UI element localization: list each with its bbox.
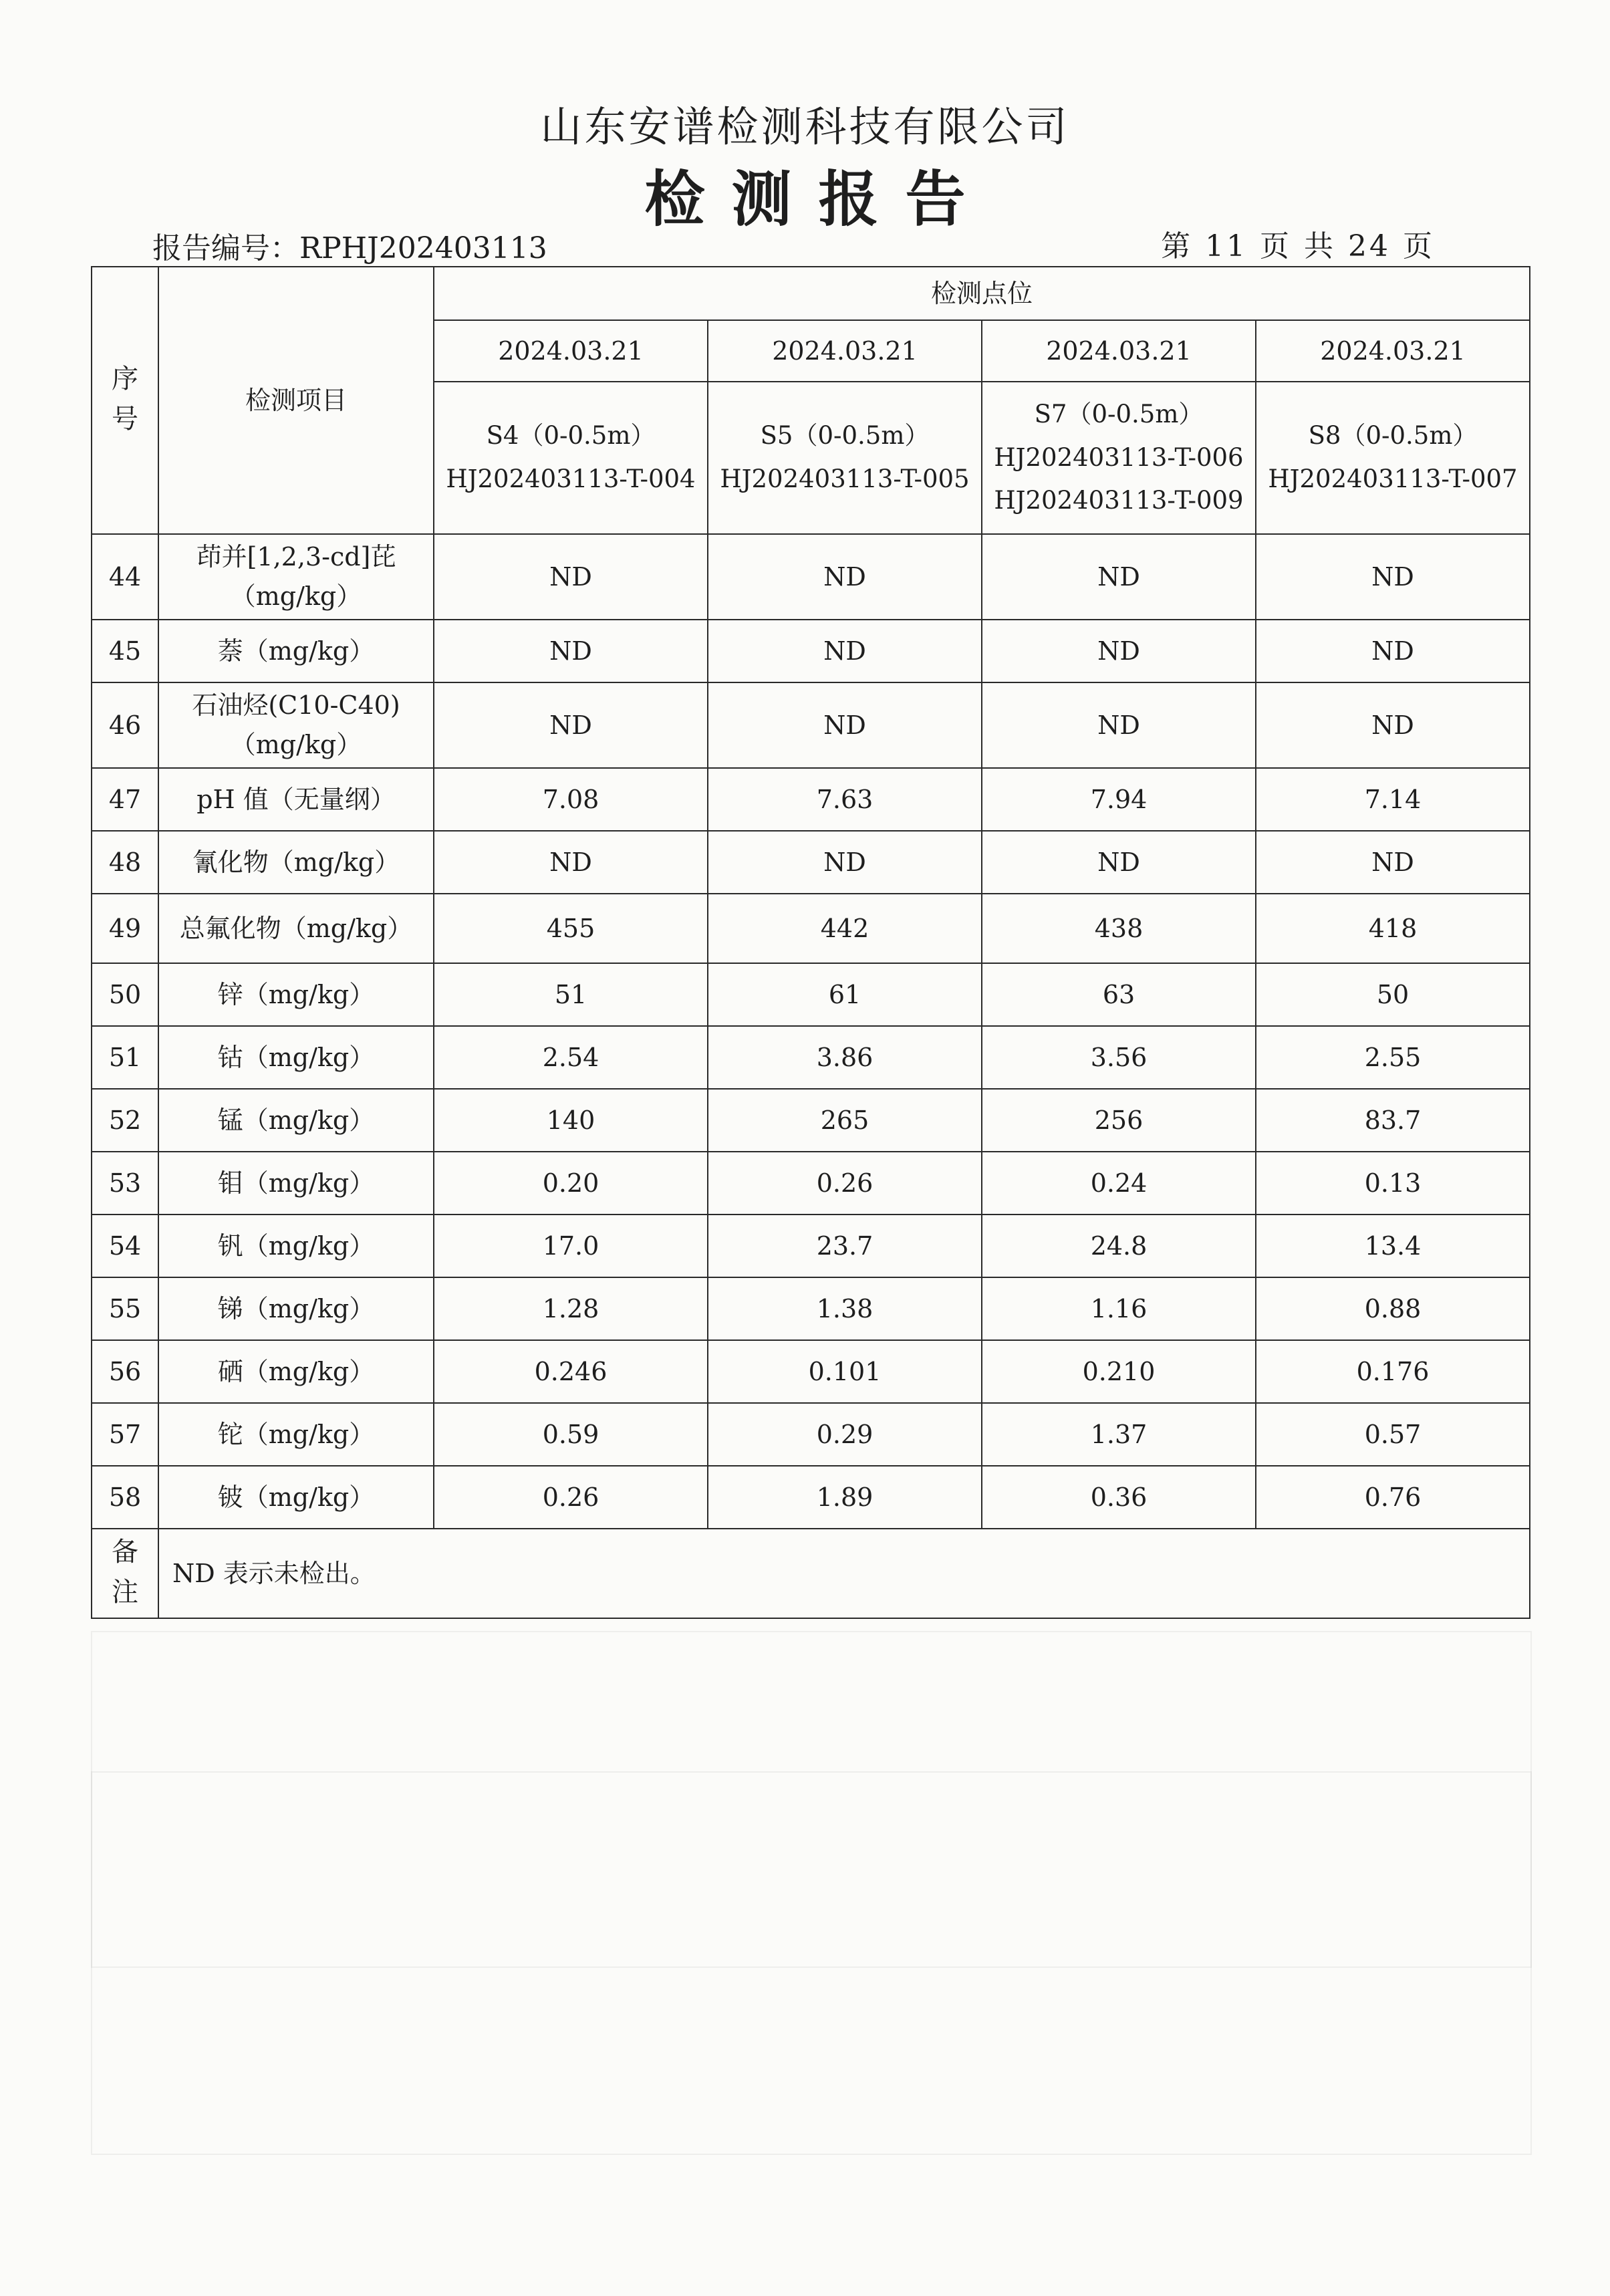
row-item — [158, 682, 434, 768]
row-item — [158, 534, 434, 620]
result-cell: 442 — [708, 894, 982, 963]
sample-id: S5（0-0.5m） — [760, 421, 930, 451]
result-cell: ND — [434, 620, 708, 682]
result-cell: 265 — [708, 1089, 982, 1152]
table-row — [92, 1215, 1530, 1277]
ghost-frame-2 — [91, 1771, 1532, 1968]
item-unit: （mg/kg） — [230, 730, 362, 759]
header-sample-cell — [982, 382, 1256, 534]
result-cell: 1.37 — [982, 1403, 1256, 1466]
result-cell: 0.29 — [708, 1403, 982, 1466]
result-cell: 24.8 — [982, 1215, 1256, 1277]
row-number: 57 — [92, 1403, 158, 1466]
result-cell: ND — [708, 620, 982, 682]
ghost-title: ⁠ ⁠ — [468, 100, 483, 155]
item-name: 茚并[1,2,3-cd]芘 — [196, 542, 396, 572]
item-name: 钒（mg/kg） — [217, 1231, 375, 1261]
table-row — [92, 620, 1530, 682]
company-name: 山东安谱检测科技有限公司 — [540, 102, 1070, 151]
result-cell: 0.20 — [434, 1152, 708, 1215]
result-cell: 17.0 — [434, 1215, 708, 1277]
result-cell: 0.88 — [1256, 1277, 1530, 1340]
result-cell: ND — [982, 682, 1256, 768]
result-cell: 2.54 — [434, 1026, 708, 1089]
result-cell: 140 — [434, 1089, 708, 1152]
sample-code: HJ202403113-T-007 — [1268, 465, 1518, 493]
result-cell: 438 — [982, 894, 1256, 963]
sample-code-2: HJ202403113-T-009 — [994, 486, 1244, 515]
report-number — [152, 224, 547, 267]
table-row — [92, 682, 1530, 768]
table-row — [92, 1277, 1530, 1340]
table-row — [92, 1089, 1530, 1152]
remark-label — [92, 1529, 158, 1618]
remark-text: ND 表示未检出。 — [158, 1529, 1530, 1618]
sample-id: S4（0-0.5m） — [486, 421, 656, 451]
row-item — [158, 1403, 434, 1466]
row-item — [158, 831, 434, 894]
item-name: 锌（mg/kg） — [217, 979, 375, 1009]
result-cell: 0.26 — [708, 1152, 982, 1215]
result-cell: 0.13 — [1256, 1152, 1530, 1215]
row-number: 45 — [92, 620, 158, 682]
result-cell: ND — [1256, 620, 1530, 682]
result-cell: 0.24 — [982, 1152, 1256, 1215]
header-date: 2024.03.21 — [708, 320, 982, 382]
row-number: 54 — [92, 1215, 158, 1277]
result-cell: 7.14 — [1256, 768, 1530, 831]
report-number-label: 报告编号： — [152, 231, 299, 265]
result-cell: 1.38 — [708, 1277, 982, 1340]
sample-id: S7（0-0.5m） — [1034, 399, 1204, 428]
result-cell: ND — [982, 831, 1256, 894]
table-row — [92, 1340, 1530, 1403]
result-cell: 0.246 — [434, 1340, 708, 1403]
table-row — [92, 768, 1530, 831]
result-cell: 7.63 — [708, 768, 982, 831]
header-sample-cell — [708, 382, 982, 534]
result-cell: 1.89 — [708, 1466, 982, 1529]
result-cell: ND — [982, 620, 1256, 682]
item-name: 石油烃(C10-C40) — [192, 690, 400, 721]
item-name: 氰化物（mg/kg） — [192, 847, 400, 877]
item-name: 钼（mg/kg） — [217, 1168, 375, 1198]
result-cell: 455 — [434, 894, 708, 963]
header-sample-cell — [1256, 382, 1530, 534]
row-item — [158, 1277, 434, 1340]
page-info: 第 11 页 共 24 页 — [1161, 229, 1435, 263]
item-name: 总氟化物（mg/kg） — [179, 913, 413, 943]
row-number: 48 — [92, 831, 158, 894]
result-cell: 13.4 — [1256, 1215, 1530, 1277]
result-cell: 1.28 — [434, 1277, 708, 1340]
table-row — [92, 894, 1530, 963]
report-title: 检测报告 — [644, 164, 992, 235]
row-item — [158, 1152, 434, 1215]
result-cell: ND — [708, 831, 982, 894]
item-name: pH 值（无量纲） — [196, 784, 396, 814]
row-item — [158, 620, 434, 682]
item-name: 锑（mg/kg） — [217, 1293, 375, 1323]
row-item — [158, 1026, 434, 1089]
row-item — [158, 768, 434, 831]
item-name: 萘（mg/kg） — [217, 636, 375, 666]
result-cell: 83.7 — [1256, 1089, 1530, 1152]
result-cell: 2.55 — [1256, 1026, 1530, 1089]
sample-code: HJ202403113-T-004 — [446, 465, 696, 493]
result-cell: 0.210 — [982, 1340, 1256, 1403]
result-cell: 23.7 — [708, 1215, 982, 1277]
row-item — [158, 1466, 434, 1529]
item-name: 铍（mg/kg） — [217, 1482, 375, 1512]
result-cell: 3.56 — [982, 1026, 1256, 1089]
result-cell: 51 — [434, 963, 708, 1026]
row-number: 53 — [92, 1152, 158, 1215]
item-name: 钴（mg/kg） — [217, 1042, 375, 1072]
row-item — [158, 963, 434, 1026]
item-unit: （mg/kg） — [230, 582, 362, 611]
header-points: 检测点位 — [434, 267, 1530, 320]
result-cell: 418 — [1256, 894, 1530, 963]
header-seq — [92, 267, 158, 534]
row-item — [158, 1340, 434, 1403]
result-cell: 61 — [708, 963, 982, 1026]
header-item: 检测项目 — [158, 267, 434, 534]
result-cell: ND — [708, 534, 982, 620]
result-cell: ND — [1256, 682, 1530, 768]
result-cell: ND — [1256, 534, 1530, 620]
result-cell: ND — [434, 534, 708, 620]
result-cell: ND — [434, 682, 708, 768]
result-cell: 7.08 — [434, 768, 708, 831]
result-cell: 7.94 — [982, 768, 1256, 831]
table-row — [92, 534, 1530, 620]
results-table — [91, 266, 1530, 1619]
result-cell: ND — [708, 682, 982, 768]
result-cell: 63 — [982, 963, 1256, 1026]
result-cell: 0.101 — [708, 1340, 982, 1403]
row-number: 55 — [92, 1277, 158, 1340]
sample-code: HJ202403113-T-006 — [994, 442, 1244, 472]
table-row — [92, 831, 1530, 894]
result-cell: 256 — [982, 1089, 1256, 1152]
result-cell: 0.59 — [434, 1403, 708, 1466]
row-number: 50 — [92, 963, 158, 1026]
result-cell: 0.176 — [1256, 1340, 1530, 1403]
result-cell: ND — [982, 534, 1256, 620]
result-cell: 0.26 — [434, 1466, 708, 1529]
row-number: 58 — [92, 1466, 158, 1529]
sample-code: HJ202403113-T-005 — [720, 465, 970, 493]
header-date: 2024.03.21 — [434, 320, 708, 382]
table-row — [92, 1152, 1530, 1215]
row-number: 56 — [92, 1340, 158, 1403]
table-row — [92, 1403, 1530, 1466]
result-cell: 0.57 — [1256, 1403, 1530, 1466]
table-row — [92, 1026, 1530, 1089]
row-item — [158, 1089, 434, 1152]
row-number: 44 — [92, 534, 158, 620]
item-name: 铊（mg/kg） — [217, 1419, 375, 1449]
result-cell: 1.16 — [982, 1277, 1256, 1340]
report-number-value: RPHJ202403113 — [299, 231, 547, 265]
row-number: 49 — [92, 894, 158, 963]
row-number: 51 — [92, 1026, 158, 1089]
result-cell: ND — [434, 831, 708, 894]
remark-label-text: 备注 — [112, 1536, 138, 1608]
table-row — [92, 963, 1530, 1026]
result-cell: 3.86 — [708, 1026, 982, 1089]
item-name: 硒（mg/kg） — [217, 1356, 375, 1386]
result-cell: ND — [1256, 831, 1530, 894]
row-item — [158, 1215, 434, 1277]
header-date: 2024.03.21 — [1256, 320, 1530, 382]
header-sample-cell — [434, 382, 708, 534]
item-name: 锰（mg/kg） — [217, 1105, 375, 1135]
result-cell: 50 — [1256, 963, 1530, 1026]
table-row — [92, 1466, 1530, 1529]
row-number: 52 — [92, 1089, 158, 1152]
result-cell: 0.36 — [982, 1466, 1256, 1529]
header-date: 2024.03.21 — [982, 320, 1256, 382]
header-seq-label: 序号 — [112, 363, 138, 434]
row-item — [158, 894, 434, 963]
row-number: 47 — [92, 768, 158, 831]
row-number: 46 — [92, 682, 158, 768]
result-cell: 0.76 — [1256, 1466, 1530, 1529]
sample-id: S8（0-0.5m） — [1308, 421, 1478, 451]
